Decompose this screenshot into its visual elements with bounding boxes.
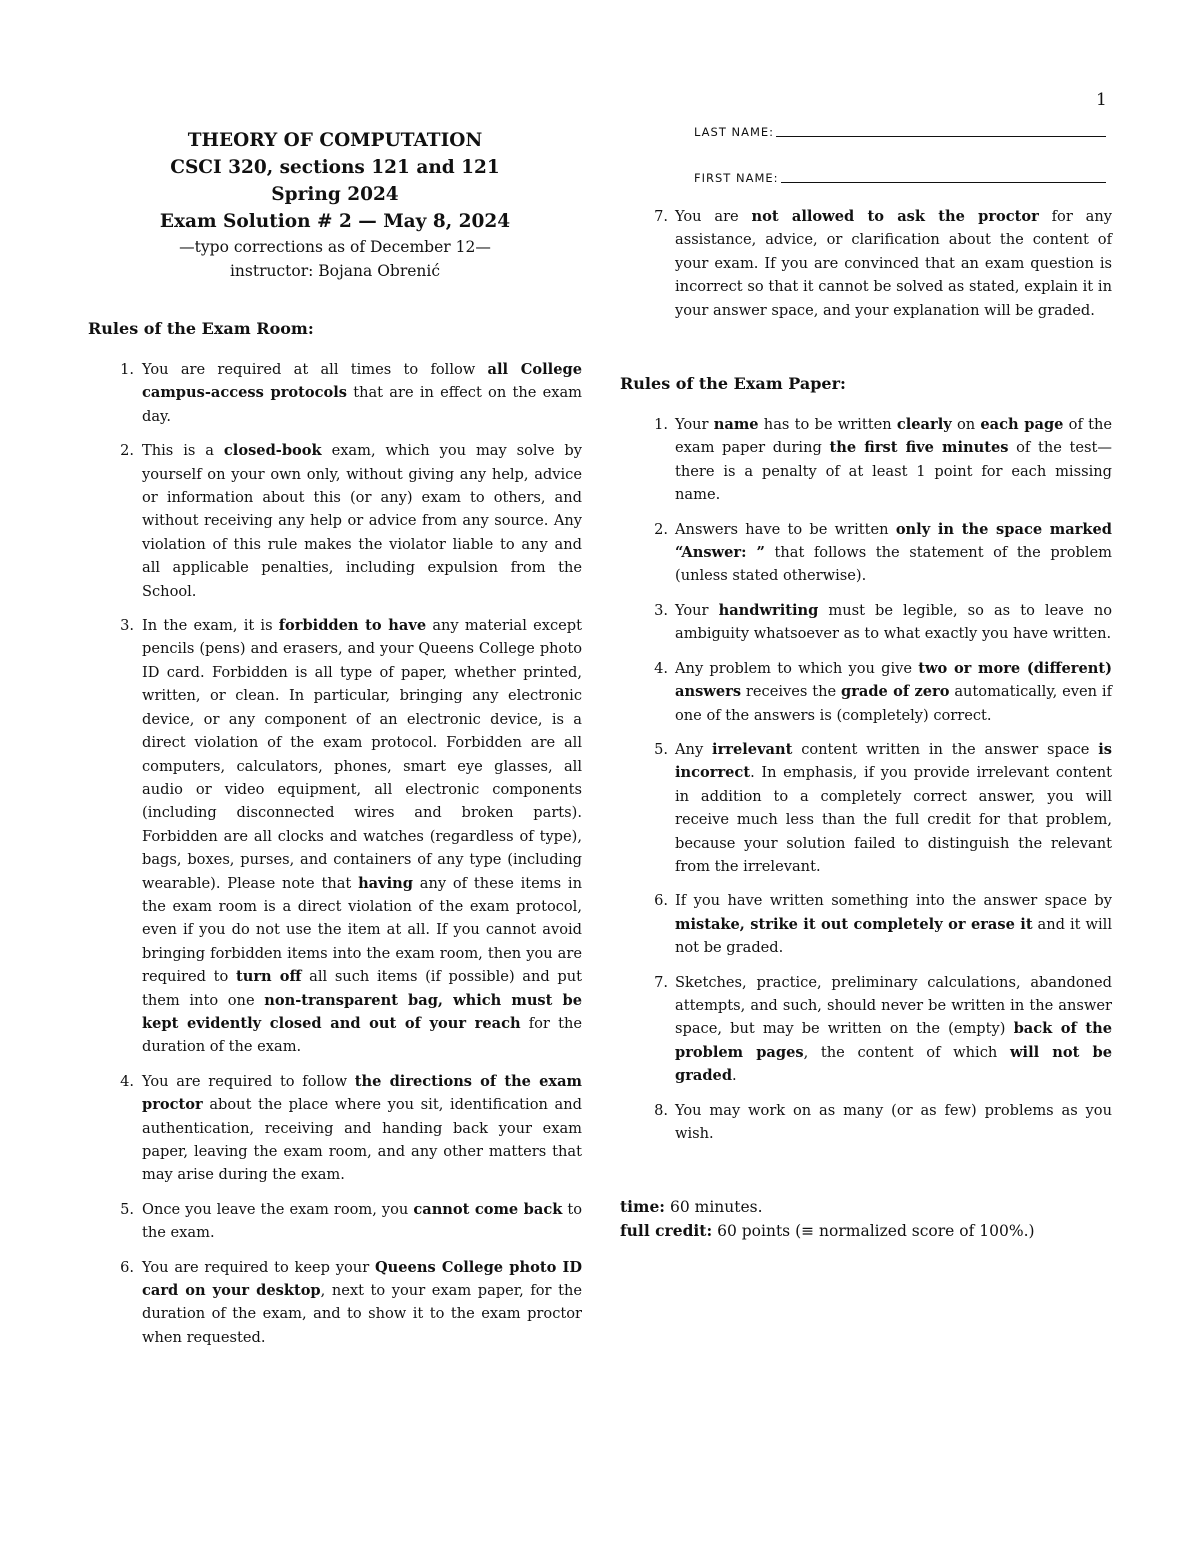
rule-number: 1. [654,416,668,434]
rule-emphasis: all College campus-access protocols [142,361,582,402]
time-label: time: [620,1197,666,1217]
rule-text: Your [675,601,719,619]
rule-emphasis: two or more (different) answers [675,659,1112,701]
paper-rule-3 [620,599,1112,646]
rule-emphasis: the directions of the exam proctor [142,1072,582,1114]
rule-number: 4. [120,1072,134,1090]
rule-text: , next to your exam paper, for the duration of the exam, and to show it to the exam proctor when requested. [142,1282,582,1346]
rule-emphasis: cannot come back [413,1200,563,1218]
rule-emphasis: having [358,874,413,892]
last-name-label: LAST NAME: [694,125,775,139]
rule-text: , the content of which [803,1043,1010,1061]
exam-paper-heading: Rules of the Exam Paper: [620,374,846,394]
semester: Spring 2024 [271,184,399,205]
rule-number: 5. [654,740,668,758]
rule-emphasis: back of the problem pages [675,1020,1112,1061]
paper-rule-1 [620,413,1112,507]
credit-line [620,1219,1112,1243]
rule-number: 3. [654,601,668,619]
rule-text: If you have written something into the answer space by [675,892,1112,910]
paper-rule-7 [620,971,1112,1088]
first-name-underline [781,181,1106,183]
last-name-underline [776,135,1106,137]
rule-emphasis: non-transparent bag, which must be kept evidently closed and out of your reach [142,991,582,1032]
room-rule-3 [88,614,582,1059]
course-code: CSCI 320, sections 121 and 121 [170,157,500,178]
rule-number: 6. [654,892,668,910]
rule-text: that are in effect on the exam day. [142,384,582,425]
room-rule-5 [88,1198,582,1245]
exam-room-rules-list [88,358,582,1349]
rule-text: of the test—there is a penalty of at least 1 point for each missing name. [675,439,1112,504]
rule-text: any material except pencils (pens) and erasers, and your Queens College photo ID card. Forbidden is all type of paper, whether printed, written, or clean. In particular, bringing any electronic device, or any component of an electronic device, is a direct violation of the exam protocol. Forbidden are all computers, calculators, phones, smart eye glasses, all audio or video equipment, all electronic components (including disconnected wires and broken parts). Forbidden are all clocks and watches (regardless of type), bags, boxes, purses, and containers of any type (including wearable). Please note that [142,617,582,892]
rule-emphasis: closed-book [223,442,322,460]
course-title: THEORY OF COMPUTATION [187,130,483,151]
rule-text: Your [675,416,714,434]
rule-text: any of these items in the exam room is a direct violation of the exam protocol, even if you do not use the item at all. If you cannot avoid bringing forbidden items into the exam room, then you are required to [142,874,582,986]
right-column [620,123,1112,1243]
exam-room-heading: Rules of the Exam Room: [88,319,314,338]
rule-text: Sketches, practice, preliminary calculations, abandoned attempts, and such, should never be written in the answer space, but may be written on the (empty) [675,973,1112,1038]
room-rule-1 [88,358,582,428]
rule-number: 2. [654,520,668,538]
rule-emphasis: only in the space marked “Answer: ” [675,520,1112,562]
paper-rule-8 [620,1099,1112,1146]
rule-text: all such items (if possible) and put them into one [142,968,583,1009]
rule-text: that follows the statement of the problem (unless stated otherwise). [675,544,1112,585]
rule-emphasis: name [713,416,759,434]
room-rule-6 [88,1256,582,1350]
rule-text: . [732,1067,737,1085]
room-rule-2 [88,439,582,603]
rule-number: 8. [654,1101,668,1119]
rule-number: 1. [120,361,134,378]
first-name-label: FIRST NAME: [694,171,779,185]
rule-text: Any problem to which you give [675,659,919,677]
rule-number: 7. [654,208,668,225]
paper-rule-5 [620,738,1112,878]
time-line [620,1195,1112,1219]
time-value: 60 minutes. [665,1198,763,1217]
rule-emphasis: mistake, strike it out completely or erase it [675,915,1033,933]
rule-text: about the place where you sit, identification and authentication, receiving and handing back your exam paper, leaving the exam room, and any other matters that may arise during the exam. [142,1096,582,1184]
room-rule-4 [88,1070,582,1187]
exam-room-rules-continued [620,205,1112,322]
rule-emphasis: clearly [896,416,952,434]
exam-paper-rules-list [620,413,1112,1145]
first-name-field[interactable] [694,169,1106,185]
rule-emphasis: is incorrect [675,740,1113,782]
rule-number: 4. [654,659,668,677]
footer [620,1195,1112,1243]
rule-text: Any [675,740,713,758]
rule-text: for the duration of the exam. [142,1014,582,1056]
rule-text: receives the [741,683,841,701]
rule-emphasis: not allowed to ask the proctor [751,208,1039,225]
rule-text: You are [675,208,752,225]
rule-text: You may work on as many (or as few) problems as you wish. [675,1101,1112,1142]
rule-emphasis: turn off [235,968,302,986]
last-name-field[interactable] [694,123,1106,139]
rule-emphasis: irrelevant [712,740,793,758]
rule-text: . In emphasis, if you provide irrelevant content in addition to a completely correct answer, you will receive much less than the full credit for that problem, because your solution failed to distinguish the relevant from the irrelevant. [675,764,1112,875]
rule-number: 5. [120,1200,134,1218]
exam-title: Exam Solution # 2 — May 8, 2024 [159,211,511,232]
rule-text: automatically, even if one of the answers is (completely) correct. [675,683,1112,724]
credit-value: 60 points (≡ normalized score of 100%.) [712,1222,1035,1241]
rule-emphasis: the first five minutes [829,439,1009,457]
paper-rule-2 [620,518,1112,588]
rule-text: This is a [142,442,224,460]
rule-emphasis: handwriting [718,601,819,619]
paper-rule-4 [620,657,1112,727]
rule-text: of the exam paper during [675,416,1113,457]
rule-text: exam, which you may solve by yourself on your own only, without giving any help, advice or information about this (or any) exam to others, and without receiving any help or advice from any source. Any violation of this rule makes the violator liable to any and all applicable penalties, including expulsion from the School. [142,442,582,600]
room-rule-7 [620,205,1112,322]
rule-emphasis: each page [980,416,1064,434]
rule-number: 3. [120,617,134,635]
rule-text: You are required at all times to follow [142,361,488,378]
rule-number: 6. [120,1258,134,1276]
rule-emphasis: Queens College photo ID card on your desktop [142,1258,582,1300]
rule-text: You are required to keep your [142,1258,375,1276]
rule-text: to the exam. [142,1200,582,1242]
rule-text: on [951,416,981,434]
rule-number: 2. [120,442,134,460]
rule-text: Once you leave the exam room, you [142,1200,414,1218]
rule-text: content written in the answer space [792,740,1099,758]
title-block [88,127,582,283]
rule-text: and it will not be graded. [675,915,1112,957]
left-column [88,127,582,1360]
credit-label: full credit: [620,1221,713,1241]
paper-rule-6 [620,889,1112,959]
rule-text: Answers have to be written [675,520,896,538]
rule-emphasis: forbidden to have [278,617,427,635]
instructor: instructor: Bojana Obrenić [229,262,441,280]
rule-emphasis: grade of zero [841,683,950,701]
rule-emphasis: will not be graded [675,1043,1112,1085]
rule-number: 7. [654,973,668,991]
page-number: 1 [1096,90,1107,110]
rule-text: In the exam, it is [142,617,279,635]
rule-text: must be legible, so as to leave no ambiguity whatsoever as to what exactly you have written. [675,601,1113,643]
typo-note: —typo corrections as of December 12— [179,238,491,256]
rule-text: has to be written [758,416,897,434]
rule-text: You are required to follow [142,1072,355,1090]
rule-text: for any assistance, advice, or clarification about the content of your exam. If you are convinced that an exam question is incorrect so that it cannot be solved as stated, explain it in your answer space, and your explanation will be graded. [675,208,1112,319]
